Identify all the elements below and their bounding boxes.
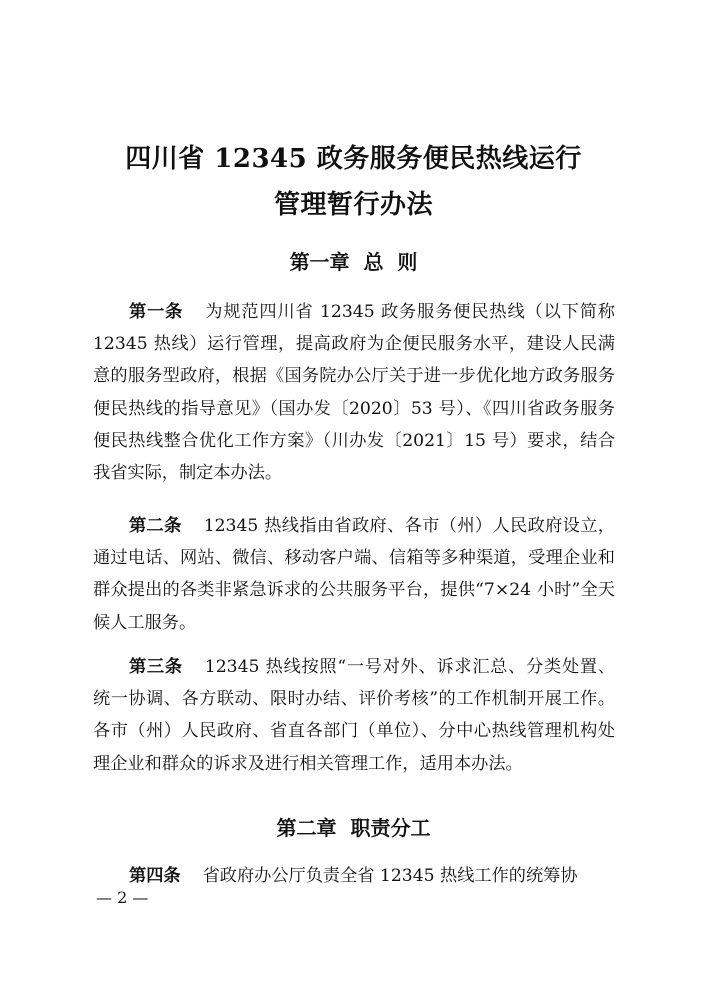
article-4	[93, 860, 615, 892]
article-1	[93, 296, 615, 489]
article-3-label: 第三条	[129, 657, 183, 677]
article-2-label: 第二条	[129, 516, 182, 536]
document-title-line1: 四川省 12345 政务服务便民热线运行	[125, 144, 582, 174]
article-4-label: 第四条	[129, 866, 181, 886]
article-2-text: 12345 热线指由省政府、各市（州）人民政府设立，通过电话、网站、微信、移动客户端、信箱等多种渠道，受理企业和群众提出的各类非紧急诉求的公共服务平台，提供“7×24 小时”全天候人工服务。	[93, 516, 615, 633]
document-title-line2: 管理暂行办法	[273, 190, 433, 220]
chapter-heading-2: 第二章 职责分工	[276, 816, 431, 840]
article-1-label: 第一条	[129, 302, 184, 322]
article-3	[93, 651, 615, 780]
chapter-heading-1: 第一章 总 则	[289, 250, 418, 274]
article-3-text: 12345 热线按照“一号对外、诉求汇总、分类处置、统一协调、各方联动、限时办结、评价考核”的工作机制开展工作。各市（州）人民政府、省直各部门（单位）、分中心热线管理机构处理企业和群众的诉求及进行相关管理工作，适用本办法。	[93, 657, 615, 774]
article-2	[93, 510, 615, 639]
page-number: — 2 —	[96, 888, 149, 907]
article-1-text: 为规范四川省 12345 政务服务便民热线（以下简称 12345 热线）运行管理，提高政府为企便民服务水平，建设人民满意的服务型政府，根据《国务院办公厅关于进一步优化地方政务服务便民热线的指导意见》（国办发〔2020〕53 号）、《四川省政务服务便民热线整合优化工作方案》（川办发〔2021〕15 号）要求，结合我省实际，制定本办法。	[93, 302, 615, 484]
article-4-text: 省政府办公厅负责全省 12345 热线工作的统筹协	[202, 866, 578, 886]
